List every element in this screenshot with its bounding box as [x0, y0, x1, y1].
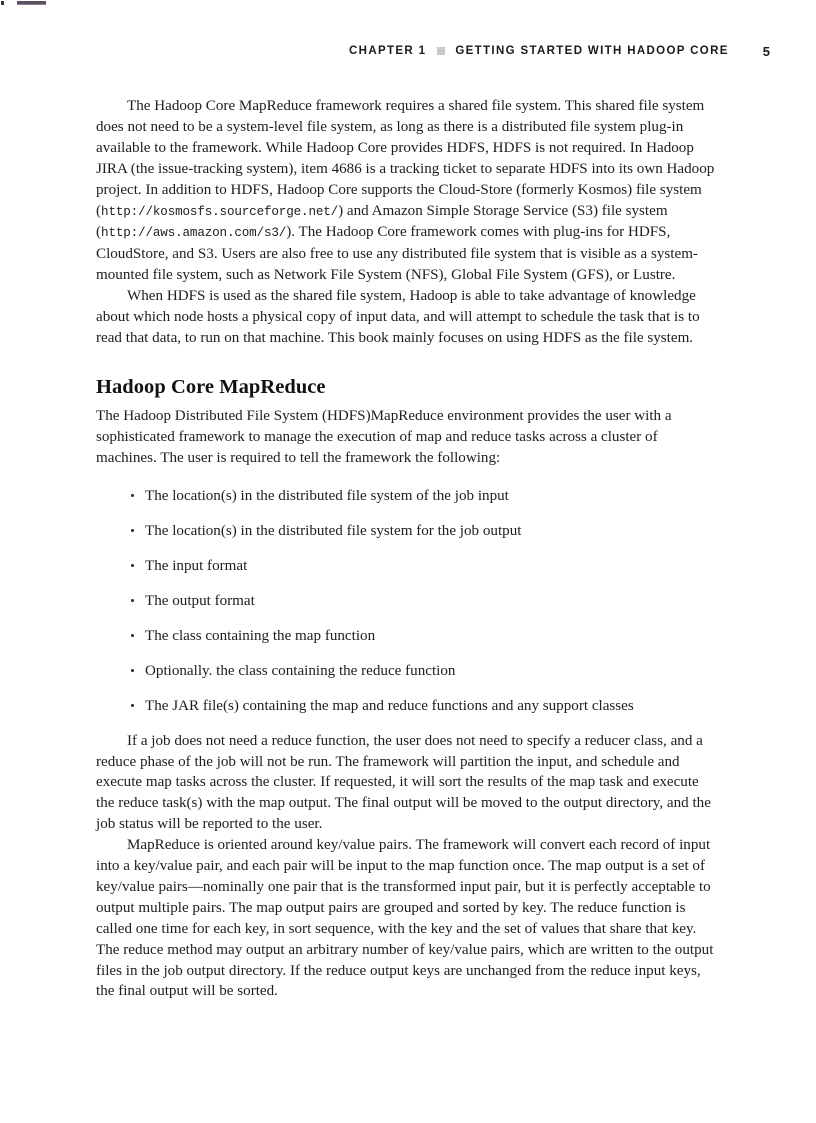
bullet-icon [131, 599, 134, 602]
paragraph-1 [96, 96, 720, 286]
bullet-icon [131, 529, 134, 532]
requirements-list [96, 486, 720, 716]
section-heading: Hadoop Core MapReduce [96, 375, 326, 398]
list-item [96, 591, 720, 611]
list-item [96, 626, 720, 646]
url-aws-s3: http://aws.amazon.com/s3/ [101, 226, 287, 241]
bullet-icon [131, 564, 134, 567]
scan-artifact-bar [17, 1, 46, 5]
list-item-label: The location(s) in the distributed file system of the job input [145, 487, 509, 504]
page-number: 5 [762, 43, 770, 59]
list-item [96, 556, 720, 576]
list-item-label: The location(s) in the distributed file system for the job output [145, 522, 522, 539]
list-item [96, 486, 720, 506]
paragraph-1-part-1: The Hadoop Core MapReduce framework requires a shared file system. This shared file system does not need to be a system-level file system, as long as there is a distributed file system plug-in available to the framework. While Hadoop Core provides HDFS, HDFS is not required. In Hadoop JIRA (the issue-tracking system), item 4686 is a tracking ticket to separate HDFS into its own Hadoop project. In addition to HDFS, Hadoop Core supports the Cloud-Store (formerly Kosmos) file system ( [96, 98, 715, 219]
paragraph-5: MapReduce is oriented around key/value pairs. The framework will convert each record of input into a key/value pair, and each pair will be input to the map function once. The map output is a set of key/value pairs—nominally one pair that is the transformed input pair, but it is perfectly acceptable to output multiple pairs. The map output pairs are grouped and sorted by key. The reduce function is called one time for each key, in sort sequence, with the key and the set of values that share that key. The reduce method may output an arbitrary number of key/value pairs, which are written to the output files in the job output directory. If the reduce output keys are unchanged from the reduce input keys, the final output will be sorted. [96, 837, 714, 1000]
list-item [96, 521, 720, 541]
list-item [96, 661, 720, 681]
checkered-square-icon [437, 47, 445, 55]
url-kosmosfs: http://kosmosfs.sourceforge.net/ [101, 204, 339, 219]
paragraph-3: The Hadoop Distributed File System (HDFS)MapReduce environment provides the user with a sophisticated framework to manage the execution of map and reduce tasks across a cluster of machines. The user is required to tell the framework the following: [96, 407, 672, 466]
list-item-label: The class containing the map function [145, 627, 376, 644]
bullet-icon [131, 634, 134, 637]
list-item [96, 696, 720, 716]
paragraph-2: When HDFS is used as the shared file system, Hadoop is able to take advantage of knowledge about which node hosts a physical copy of input data, and will attempt to schedule the task that is to read that data, to run on that machine. This book mainly focuses on using HDFS as the file system. [96, 288, 700, 346]
bullet-icon [131, 669, 134, 672]
list-item-label: The input format [145, 557, 248, 574]
paragraph-1-part-3: ). The Hadoop Core framework comes with plug-ins for HDFS, CloudStore, and S3. Users are also free to use any distributed file system that is visible as a system-mounted file system, such as Network File System (NFS), Global File System (GFS), or Lustre. [96, 224, 698, 284]
scan-artifact-dot [1, 1, 4, 5]
paragraph-1-part-2: ) and Amazon Simple Storage Service (S3) file system ( [96, 202, 668, 241]
text-column [96, 96, 720, 1002]
running-head-chapter: CHAPTER 1 [349, 45, 427, 57]
list-item-label: Optionally. the class containing the reduce function [145, 662, 456, 679]
paragraph-4: If a job does not need a reduce function, the user does not need to specify a reducer class, and a reduce phase of the job will not be run. The framework will partition the input, and schedule and execute map tasks across the cluster. If requested, it will sort the results of the map task and execute the reduce task(s) with the map output. The final output will be moved to the output directory, and the job status will be reported to the user. [96, 732, 711, 833]
bullet-icon [131, 494, 134, 497]
list-item-label: The output format [145, 592, 255, 609]
running-head-title: GETTING STARTED WITH HADOOP CORE [455, 45, 729, 57]
list-item-label: The JAR file(s) containing the map and reduce functions and any support classes [145, 697, 634, 714]
bullet-icon [131, 704, 134, 707]
running-head [96, 42, 770, 60]
